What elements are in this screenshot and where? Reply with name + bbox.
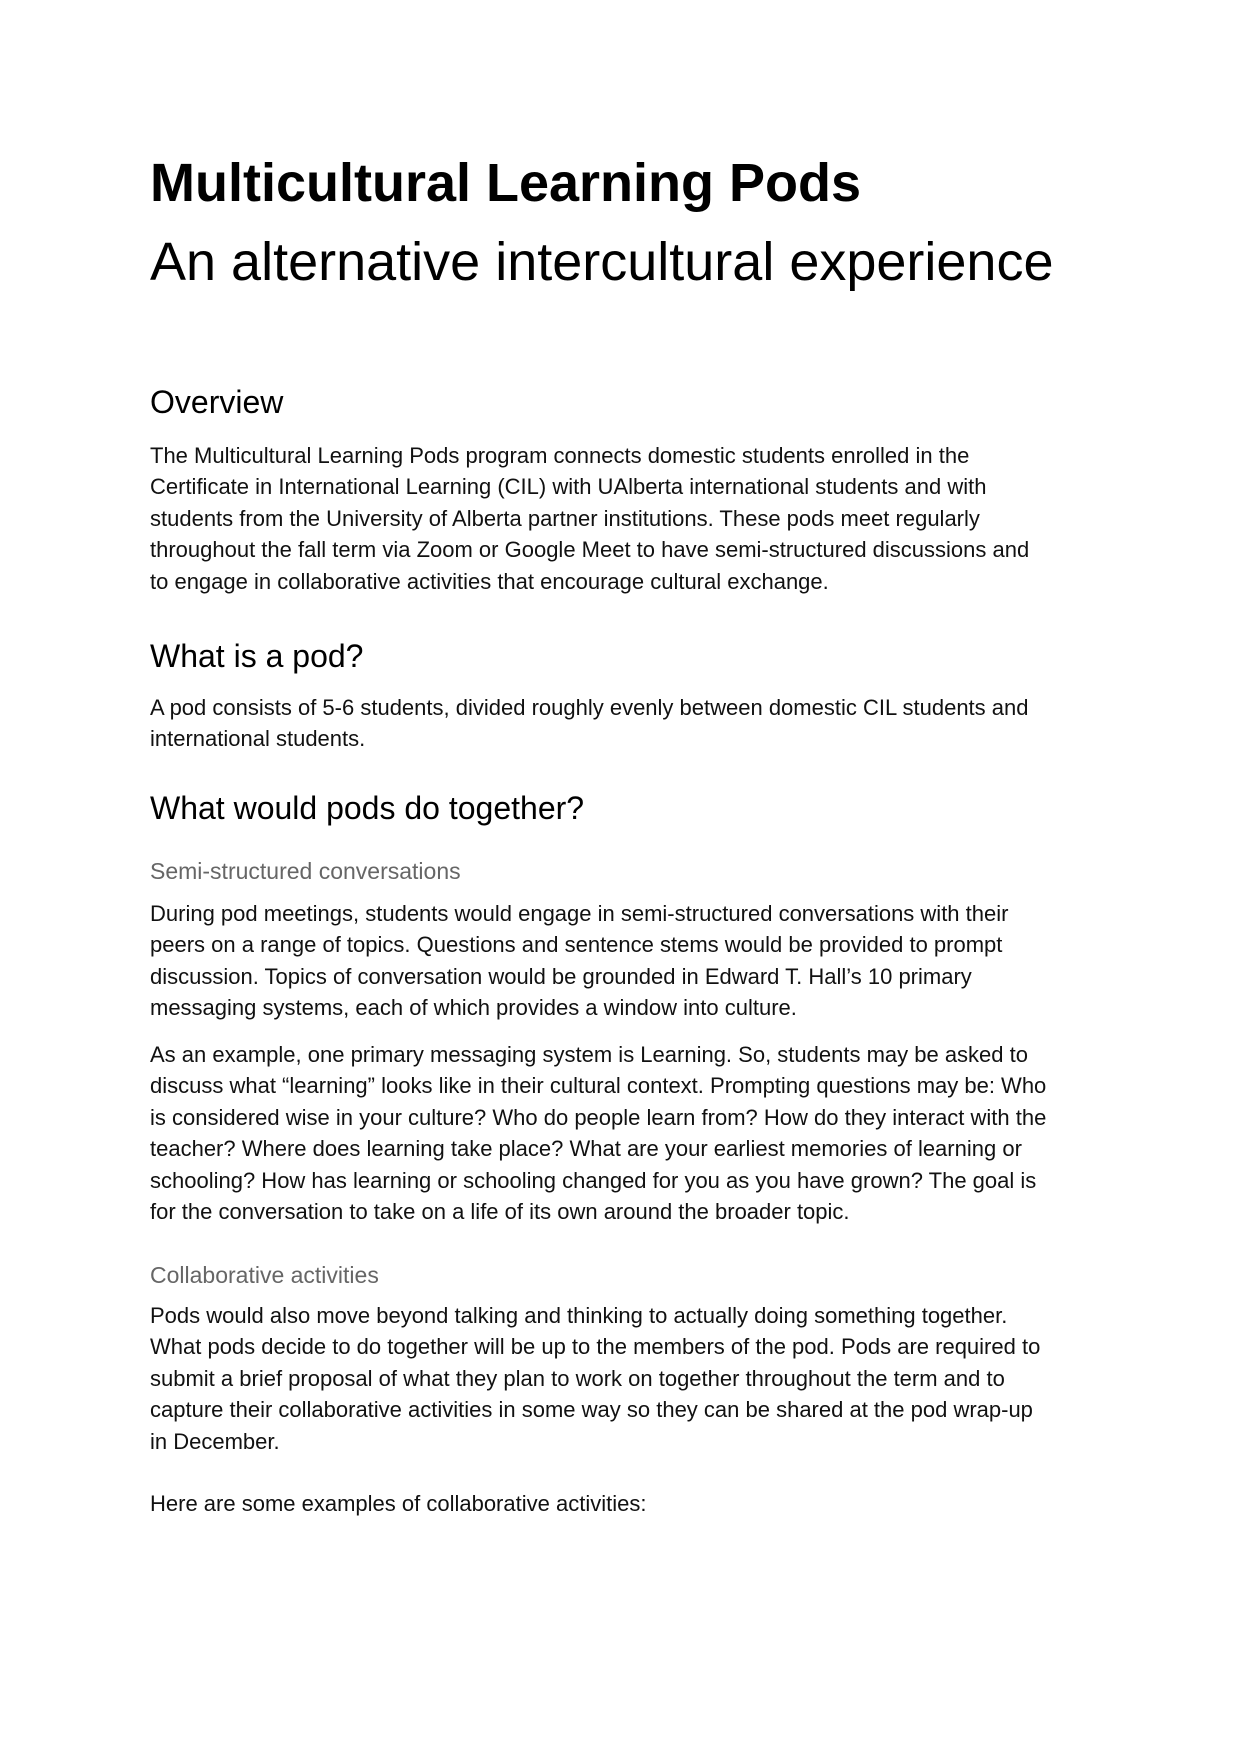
paragraph-line: for the conversation to take on a life of its own around the broader topic. — [150, 1199, 850, 1225]
collaborative-heading: Collaborative activities — [150, 1262, 379, 1288]
collaborative-paragraph-2 — [150, 1488, 1090, 1519]
paragraph-line: A pod consists of 5-6 students, divided roughly evenly between domestic CIL students and — [150, 695, 1029, 720]
semi-structured-paragraph-2 — [150, 1039, 1090, 1227]
paragraph-line: As an example, one primary messaging system is Learning. So, students may be asked to — [150, 1042, 1028, 1067]
paragraph-line: throughout the fall term via Zoom or Google Meet to have semi-structured discussions and — [150, 537, 1030, 563]
paragraph-line: messaging systems, each of which provides a window into culture. — [150, 995, 797, 1021]
what-pods-do-heading: What would pods do together? — [150, 790, 585, 826]
paragraph-line: peers on a range of topics. Questions and sentence stems would be provided to prompt — [150, 932, 1003, 958]
what-is-pod-paragraph — [150, 692, 1090, 755]
paragraph-line: teacher? Where does learning take place? What are your earliest memories of learning or — [150, 1136, 1022, 1162]
paragraph-line: discuss what “learning” looks like in their cultural context. Prompting questions may be: Who — [150, 1073, 1047, 1099]
document-subtitle: An alternative intercultural experience — [150, 232, 1054, 292]
paragraph-line: schooling? How has learning or schooling changed for you as you have grown? The goal is — [150, 1167, 1037, 1193]
overview-paragraph — [150, 440, 1090, 597]
paragraph-line: During pod meetings, students would engage in semi-structured conversations with their — [150, 901, 1009, 926]
paragraph-line: The Multicultural Learning Pods program connects domestic students enrolled in the — [150, 443, 970, 468]
paragraph-line: capture their collaborative activities in some way so they can be shared at the pod wrap-up — [150, 1397, 1033, 1423]
semi-structured-heading: Semi-structured conversations — [150, 858, 461, 884]
paragraph-line: Certificate in International Learning (CIL) with UAlberta international students and with — [150, 474, 987, 500]
paragraph-line: is considered wise in your culture? Who do people learn from? How do they interact with the — [150, 1104, 1047, 1130]
paragraph-line: discussion. Topics of conversation would be grounded in Edward T. Hall’s 10 primary — [150, 963, 972, 989]
paragraph-line: in December. — [150, 1428, 280, 1454]
semi-structured-paragraph-1 — [150, 898, 1090, 1024]
what-is-pod-heading: What is a pod? — [150, 638, 364, 674]
paragraph-line: Here are some examples of collaborative activities: — [150, 1491, 647, 1516]
paragraph-line: What pods decide to do together will be up to the members of the pod. Pods are required to — [150, 1334, 1041, 1360]
overview-heading: Overview — [150, 384, 284, 420]
collaborative-paragraph-1 — [150, 1300, 1090, 1457]
paragraph-line: students from the University of Alberta partner institutions. These pods meet regularly — [150, 505, 980, 531]
paragraph-line: submit a brief proposal of what they plan to work on together throughout the term and to — [150, 1365, 1005, 1391]
paragraph-line: to engage in collaborative activities that encourage cultural exchange. — [150, 568, 829, 594]
paragraph-line: international students. — [150, 726, 366, 752]
document-title: Multicultural Learning Pods — [150, 153, 862, 213]
paragraph-line: Pods would also move beyond talking and thinking to actually doing something together. — [150, 1303, 1008, 1328]
